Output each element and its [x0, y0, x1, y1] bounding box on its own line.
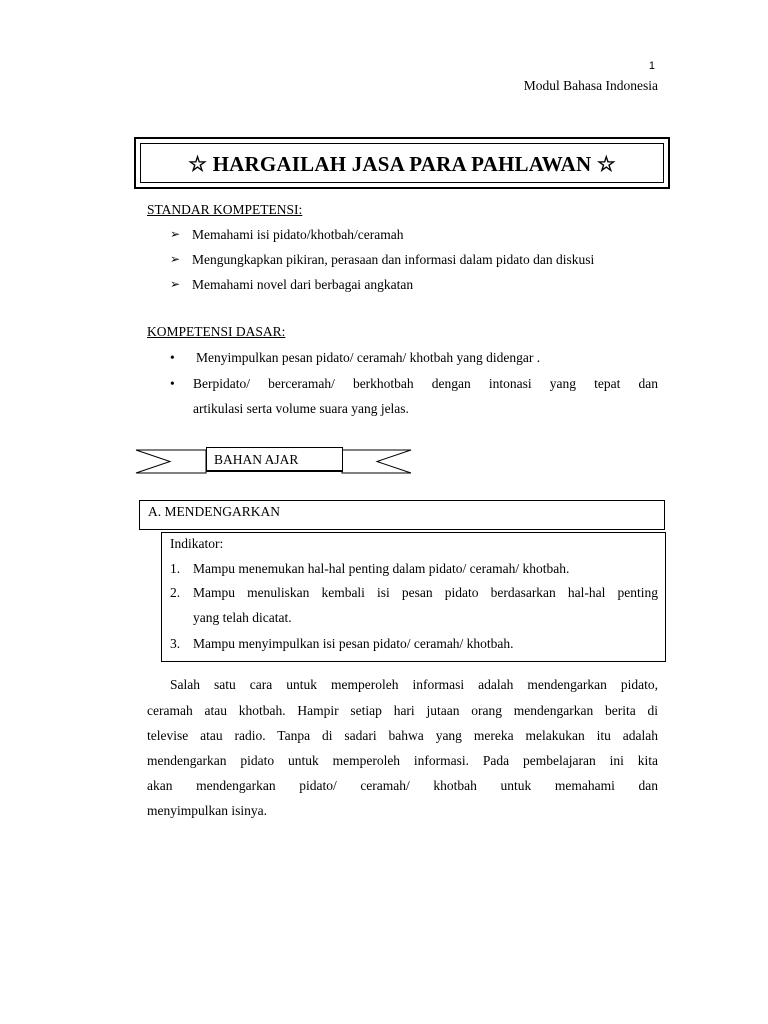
list-item — [170, 252, 594, 268]
dot-bullet-icon: • — [170, 350, 175, 365]
list-item-text-continued: yang telah dicatat. — [193, 610, 292, 625]
list-item — [170, 561, 569, 577]
list-item-text: Mampu menyimpulkan isi pesan pidato/ ceramah/ khotbah. — [193, 636, 514, 651]
title-inner-border — [140, 143, 664, 183]
list-item — [170, 227, 403, 243]
paragraph-line: televise atau radio. Tanpa di sadari bahwa yang mereka melakukan itu adalah — [147, 728, 658, 743]
list-item — [170, 636, 514, 652]
paragraph-line: Salah satu cara untuk memperoleh informasi adalah mendengarkan pidato, — [170, 677, 658, 692]
indikator-label: Indikator: — [170, 536, 224, 551]
list-item-text: Memahami novel dari berbagai angkatan — [192, 277, 414, 292]
list-item-number: 3. — [170, 636, 181, 651]
list-item-number: 2. — [170, 585, 181, 600]
list-item-text: Memahami isi pidato/khotbah/ceramah — [192, 227, 404, 242]
paragraph-line: ceramah atau khotbah. Hampir setiap hari jutaan orang mendengarkan berita di — [147, 703, 658, 718]
bahan-ajar-label: BAHAN AJAR — [206, 447, 343, 472]
list-item-text: Mengungkapkan pikiran, perasaan dan informasi dalam pidato dan diskusi — [192, 252, 595, 267]
paragraph-line: mendengarkan pidato untuk memperoleh informasi. Pada pembelajaran ini kita — [147, 753, 658, 768]
list-item — [170, 350, 540, 366]
list-item-text: Menyimpulkan pesan pidato/ ceramah/ khotbah yang didengar . — [196, 350, 541, 365]
section-a-header — [139, 500, 665, 530]
list-item — [170, 277, 413, 293]
page-title: ☆ HARGAILAH JASA PARA PAHLAWAN ☆ — [188, 152, 616, 176]
kompetensi-dasar-heading: KOMPETENSI DASAR: — [147, 324, 286, 339]
dot-bullet-icon: • — [170, 376, 175, 391]
section-a-title: A. MENDENGARKAN — [148, 504, 280, 519]
title-box — [134, 137, 670, 189]
list-item-text: Mampu menuliskan kembali isi pesan pidato berdasarkan hal-hal penting — [193, 585, 658, 600]
list-item-number: 1. — [170, 561, 181, 576]
arrowhead-bullet-icon: ➢ — [170, 277, 181, 291]
list-item-text: Berpidato/ berceramah/ berkhotbah dengan intonasi yang tepat dan — [193, 376, 658, 391]
paragraph-line: akan mendengarkan pidato/ ceramah/ khotbah untuk memahami dan — [147, 778, 658, 793]
arrowhead-bullet-icon: ➢ — [170, 252, 181, 266]
paragraph-line: menyimpulkan isinya. — [147, 803, 267, 818]
list-item-text-continued: artikulasi serta volume suara yang jelas. — [193, 401, 409, 416]
arrowhead-bullet-icon: ➢ — [170, 227, 181, 241]
list-item — [170, 585, 193, 601]
module-name: Modul Bahasa Indonesia — [523, 78, 658, 93]
standar-kompetensi-heading: STANDAR KOMPETENSI: — [147, 202, 303, 217]
page-number: 1 — [648, 60, 655, 72]
list-item-text: Mampu menemukan hal-hal penting dalam pidato/ ceramah/ khotbah. — [193, 561, 570, 576]
